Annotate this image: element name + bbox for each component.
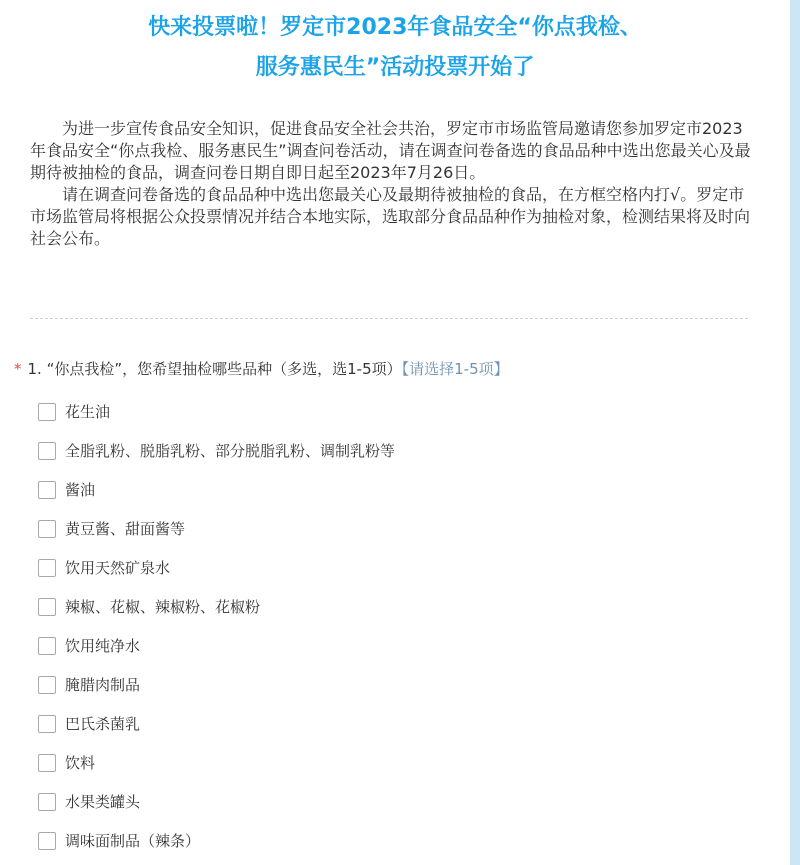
checkbox[interactable] [38,676,56,694]
option-item[interactable] [38,829,200,853]
option-item[interactable] [38,751,95,775]
intro-text [30,118,752,250]
option-item[interactable] [38,634,140,658]
option-item[interactable] [38,790,140,814]
option-item[interactable] [38,400,110,424]
question-title [14,357,509,381]
option-label: 饮料 [65,754,96,772]
option-item[interactable] [38,556,170,580]
checkbox[interactable] [38,598,56,616]
checkbox[interactable] [38,637,56,655]
checkbox[interactable] [38,715,56,733]
checkbox[interactable] [38,832,56,850]
checkbox[interactable] [38,559,56,577]
dashed-divider [30,318,748,319]
checkbox[interactable] [38,793,56,811]
page-edge [790,0,800,865]
page-title-line-1: 快来投票啦！罗定市2023年食品安全“你点我检、 [148,15,642,40]
option-label: 全脂乳粉、脱脂乳粉、部分脱脂乳粉、调制乳粉等 [65,442,396,460]
option-label: 饮用天然矿泉水 [65,559,171,577]
option-item[interactable] [38,595,260,619]
intro-paragraph-2: 请在调查问卷备选的食品品种中选出您最关心及最期待被抽检的食品，在方框空格内打√。罗定市市场监管局将根据公众投票情况并结合本地实际，选取部分食品品种作为抽检对象，检测结果将及时向社会公布。 [30,185,751,248]
checkbox[interactable] [38,754,56,772]
option-label: 酱油 [65,481,96,499]
checkbox[interactable] [38,442,56,460]
option-label: 巴氏杀菌乳 [65,715,141,733]
option-label: 水果类罐头 [65,793,141,811]
checkbox[interactable] [38,481,56,499]
question-text: 1. “你点我检”，您希望抽检哪些品种（多选，选1-5项） [27,360,402,378]
intro-paragraph-1: 为进一步宣传食品安全知识，促进食品安全社会共治，罗定市市场监管局邀请您参加罗定市2023年食品安全“你点我检、服务惠民生”调查问卷活动，请在调查问卷备选的食品品种中选出您最关心及最期待被抽检的食品，调查问卷日期自即日起至2023年7月26日。 [30,119,751,182]
option-item[interactable] [38,712,140,736]
option-item[interactable] [38,517,185,541]
option-label: 腌腊肉制品 [65,676,141,694]
option-label: 辣椒、花椒、辣椒粉、花椒粉 [65,598,261,616]
option-item[interactable] [38,439,395,463]
page-title-line-2: 服务惠民生”活动投票开始了 [255,55,535,80]
option-label: 黄豆酱、甜面酱等 [65,520,186,538]
option-item[interactable] [38,478,95,502]
option-label: 调味面制品（辣条） [65,832,201,850]
option-item[interactable] [38,673,140,697]
option-label: 饮用纯净水 [65,637,141,655]
checkbox[interactable] [38,520,56,538]
checkbox[interactable] [38,403,56,421]
required-mark: * [14,360,22,378]
question-hint: 【请选择1-5项】 [401,360,509,378]
option-label: 花生油 [65,403,111,421]
